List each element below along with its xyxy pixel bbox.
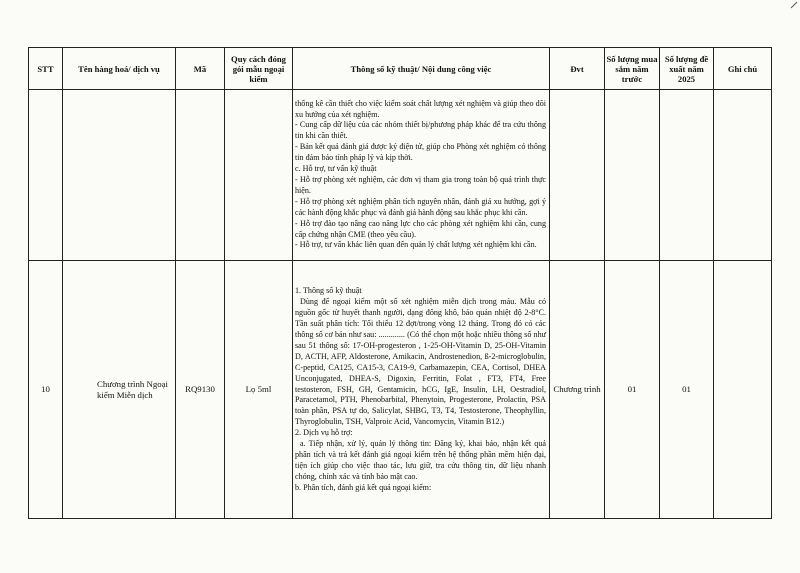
header-spec: Thông số kỹ thuật/ Nội dung công việc	[293, 48, 550, 90]
table-row	[29, 90, 772, 261]
cell-empty	[550, 90, 605, 261]
spec-line: thống kê cần thiết cho việc kiểm soát chất lượng xét nghiệm và giúp theo dõi xu hướng của xét nghiệm.	[295, 98, 546, 119]
row-packaging: Lọ 5ml	[225, 261, 293, 519]
cell-empty	[714, 90, 772, 261]
cell-empty	[660, 90, 714, 261]
spec-line: a. Tiếp nhận, xử lý, quản lý thông tin: Đăng ký, khai báo, nhận kết quả phân tích và trả kết đánh giá ngoại kiểm trên hệ thống phần mềm hiện đại, tiện ích giúp cho việc thao tác, lưu giữ, tra cứu thông tin, dữ liệu nhanh chóng, chính xác và tính bảo mật cao.	[295, 439, 546, 481]
header-stt: STT	[29, 48, 63, 90]
spec-line: c. Hỗ trợ, tư vấn kỹ thuật	[295, 164, 377, 174]
header-proposed-qty: Số lượng đề xuất năm 2025	[660, 48, 714, 90]
spec-line: - Hỗ trợ phòng xét nghiệm phân tích nguyên nhân, đánh giá xu hướng, gợi ý các hành động khắc phục và đánh giá hành động sau khắc phục khi cần.	[295, 196, 546, 217]
row-prev-qty: 01	[605, 261, 660, 519]
row-proposed-qty: 01	[660, 261, 714, 519]
spec-line: - Hỗ trợ phòng xét nghiệm, các đơn vị tham gia trong toàn bộ quá trình thực hiện.	[295, 175, 546, 195]
header-prev-qty: Số lượng mua sắm năm trước	[605, 48, 660, 90]
procurement-table	[28, 47, 772, 519]
spec-cell	[293, 90, 550, 261]
spec-cell	[293, 261, 550, 519]
row-item-name: Chương trình Ngoại kiểm Miễn dịch	[63, 261, 176, 519]
cell-empty	[605, 90, 660, 261]
header-code: Mã	[176, 48, 225, 90]
spec-line: - Hỗ trợ, tư vấn khác liên quan đến quản lý chất lượng xét nghiệm khi cần.	[295, 240, 537, 250]
cell-empty	[176, 90, 225, 261]
cell-empty	[63, 90, 176, 261]
table-row	[29, 261, 772, 519]
spec-line: - Bản kết quả đánh giá được ký điện tử, giúp cho Phòng xét nghiệm có thông tin đảm bảo tính pháp lý và kịp thời.	[295, 142, 546, 163]
cell-empty	[225, 90, 293, 261]
header-note: Ghi chú	[714, 48, 772, 90]
cell-empty	[29, 90, 63, 261]
spec-line: 1. Thông số kỹ thuật	[295, 286, 362, 296]
header-unit: Đvt	[550, 48, 605, 90]
spec-line: b. Phân tích, đánh giá kết quả ngoại kiểm:	[295, 482, 432, 492]
spec-line: 2. Dịch vụ hỗ trợ:	[295, 428, 353, 438]
header-name: Tên hàng hoá/ dịch vụ	[63, 48, 176, 90]
corner-mark-icon	[790, 1, 798, 9]
spec-line: - Hỗ trợ đào tạo nâng cao năng lực cho các phòng xét nghiệm khi cần, cung cấp chứng nhận CME (theo yêu cầu).	[295, 218, 546, 239]
table-header-row	[29, 48, 772, 90]
spec-line: Dùng để ngoại kiểm một số xét nghiệm miễn dịch trong máu. Mẫu có nguồn gốc từ huyết thanh người, dạng đông khô, bảo quản nhiệt độ 2-8°C. Tần suất phân tích: Tối thiểu 12 đợt/trong vòng 12 tháng. Trong đó có các thông số cơ bản như sau: ............. (Có thể chọn một hoặc nhiều thông số như sau 51 thông số: 17-OH-progesteron , 1-25-OH-Vitamin D, 25-OH-Vitamin D, ACTH, AFP, Aldosterone, Amikacin, Androstenedion, ß-2-microglobulin, C-peptid, CA125, CA15-3, CA19-9, Carbamazepin, CEA, Cortisol, DHEA Unconjugated, DHEA-S, Digoxin, Ferritin, Folat , FT3, FT4, Free testosteron, FSH, GH, Gentamicin, hCG, IgE, Insulin, LH, Oestradiol, Paracetamol, PTH, Phenobarbital, Phenytoin, Progesterone, Prolactin, PSA toàn phần, PSA tự do, Salicylat, SHBG, T3, T4, Testosterone, Theophyllin, Thyroglobulin, TSH, Valproic Acid, Vancomycin, Vitamin B12.)	[295, 297, 546, 427]
spec-line: - Cung cấp dữ liệu của các nhóm thiết bị/phương pháp khác để tra cứu thông tin khi cần thiết.	[295, 120, 546, 141]
row-code: RQ9130	[176, 261, 225, 519]
row-unit: Chương trình	[550, 261, 605, 519]
row-note	[714, 261, 772, 519]
header-packaging: Quy cách đóng gói mẫu ngoại kiểm	[225, 48, 293, 90]
row-stt: 10	[29, 261, 63, 519]
